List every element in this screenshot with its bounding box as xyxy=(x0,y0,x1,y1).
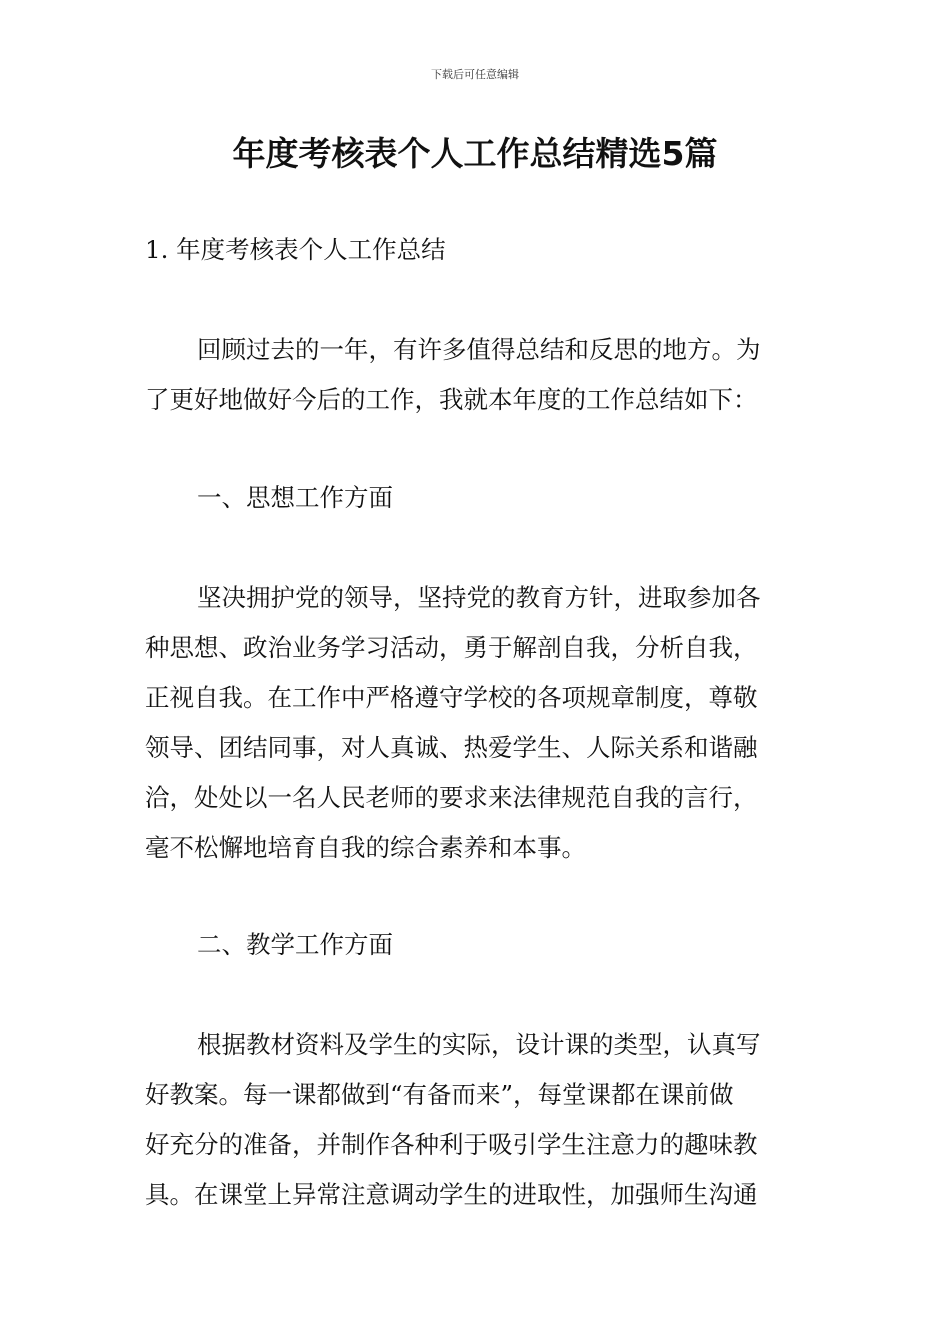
paragraph-line: 毫不松懈地培育自我的综合素养和本事。 xyxy=(145,833,586,862)
section-heading-text: 1. 年度考核表个人工作总结 xyxy=(145,235,446,264)
paragraph-line: 种思想、政治业务学习活动，勇于解剖自我，分析自我， xyxy=(145,633,758,662)
subheading-text: 二、教学工作方面 xyxy=(197,930,393,959)
paragraph-line: 回顾过去的一年，有许多值得总结和反思的地方。为 xyxy=(197,335,761,364)
paragraph-line: 好充分的准备，并制作各种利于吸引学生注意力的趣味教 xyxy=(145,1130,758,1159)
paragraph-line: 根据教材资料及学生的实际，设计课的类型，认真写 xyxy=(197,1030,761,1059)
subheading-text: 一、思想工作方面 xyxy=(197,483,393,512)
paragraph-line: 洽，处处以一名人民老师的要求来法律规范自我的言行， xyxy=(145,783,758,812)
intro-paragraph xyxy=(145,325,815,425)
paragraph-line: 坚决拥护党的领导，坚持党的教育方针，进取参加各 xyxy=(197,583,761,612)
document-title: 年度考核表个人工作总结精选5篇 xyxy=(232,134,718,173)
paragraph-line: 领导、团结同事，对人真诚、热爱学生、人际关系和谐融 xyxy=(145,733,758,762)
section-heading xyxy=(145,225,815,275)
paragraph-line: 正视自我。在工作中严格遵守学校的各项规章制度，尊敬 xyxy=(145,683,758,712)
subheading-teaching xyxy=(145,920,815,970)
header-note: 下载后可任意编辑 xyxy=(431,68,519,81)
subheading-thought xyxy=(145,473,815,523)
teaching-paragraph xyxy=(145,1020,815,1220)
thought-paragraph xyxy=(145,573,815,873)
paragraph-line: 好教案。每一课都做到“有备而来”，每堂课都在课前做 xyxy=(145,1080,734,1109)
paragraph-line: 了更好地做好今后的工作，我就本年度的工作总结如下： xyxy=(145,385,758,414)
paragraph-line: 具。在课堂上异常注意调动学生的进取性，加强师生沟通 xyxy=(145,1180,758,1209)
